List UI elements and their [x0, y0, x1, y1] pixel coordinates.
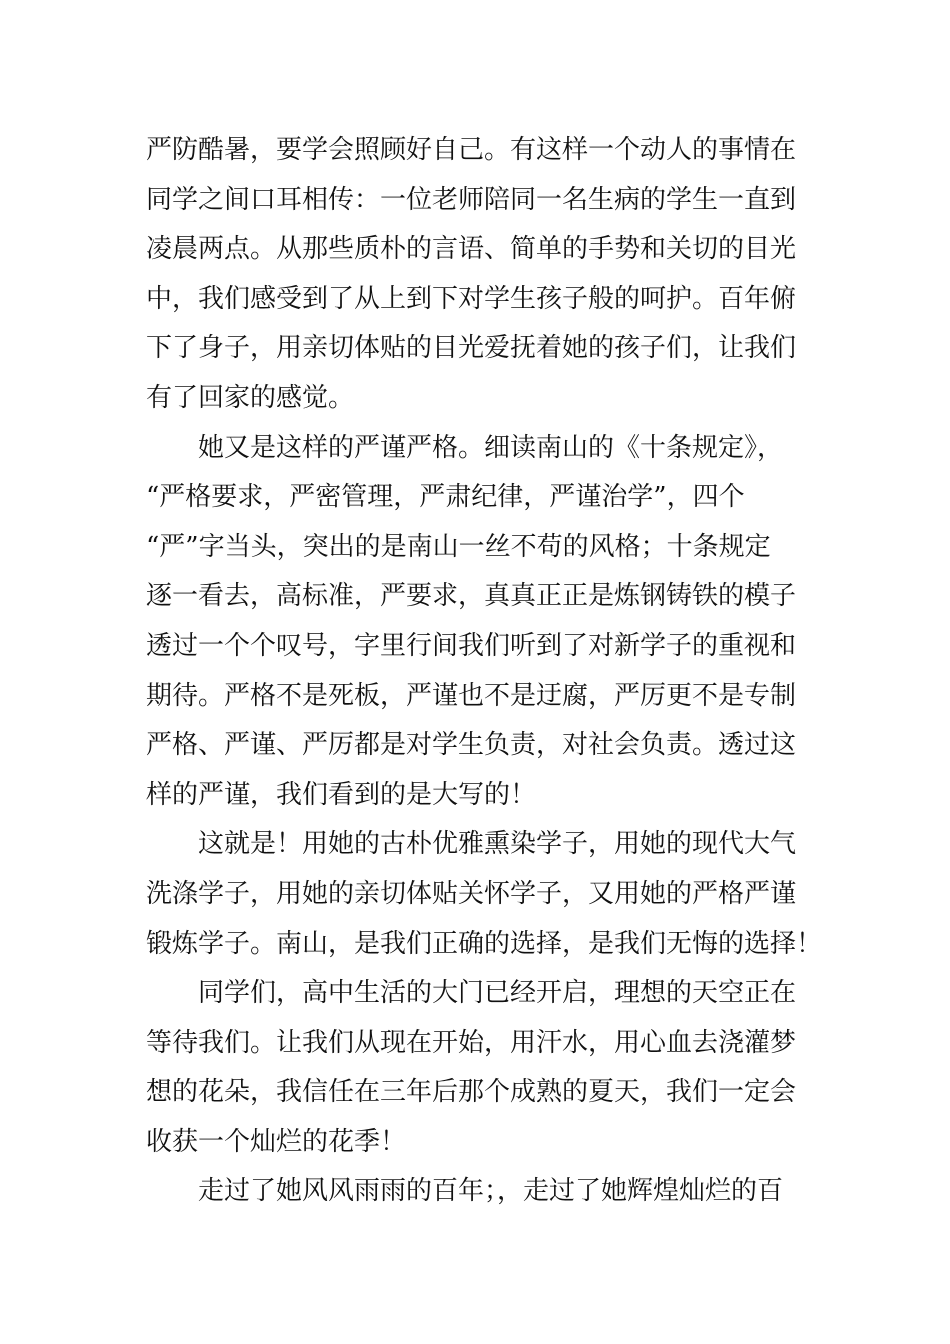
text-line: 样的严谨，我们看到的是大写的！ — [146, 779, 537, 810]
text-line: 凌晨两点。从那些质朴的言语、简单的手势和关切的目光 — [146, 234, 797, 265]
text-line: 下了身子，用亲切体贴的目光爱抚着她的孩子们，让我们 — [146, 333, 797, 364]
paragraph-first-line: 她又是这样的严谨严格。细读南山的《十条规定》， — [198, 432, 784, 463]
text-line: 中，我们感受到了从上到下对学生孩子般的呵护。百年俯 — [146, 283, 797, 314]
text-line: “严”字当头，突出的是南山一丝不苟的风格；十条规定 — [146, 531, 771, 562]
text-line: 有了回家的感觉。 — [146, 382, 355, 413]
document-body — [146, 126, 823, 1217]
paragraph-first-line: 同学们，高中生活的大门已经开启，理想的天空正在 — [198, 978, 797, 1009]
paragraph-first-line: 走过了她风风雨雨的百年；，走过了她辉煌灿烂的百 — [198, 1176, 784, 1207]
text-line: “严格要求，严密管理，严肃纪律，严谨治学”，四个 — [146, 482, 745, 513]
text-line: 等待我们。让我们从现在开始，用汗水，用心血去浇灌梦 — [146, 1027, 797, 1058]
text-line: 严格、严谨、严厉都是对学生负责，对社会负责。透过这 — [146, 730, 797, 761]
text-line: 严防酷暑，要学会照顾好自己。有这样一个动人的事情在 — [146, 135, 797, 165]
text-line: 想的花朵，我信任在三年后那个成熟的夏天，我们一定会 — [146, 1077, 797, 1108]
text-line: 同学之间口耳相传：一位老师陪同一名生病的学生一直到 — [146, 184, 797, 215]
text-line: 逐一看去，高标准，严要求，真真正正是炼钢铸铁的模子 — [146, 581, 797, 612]
text-line: 收获一个灿烂的花季！ — [146, 1126, 407, 1157]
text-line: 洗涤学子，用她的亲切体贴关怀学子，又用她的严格严谨 — [146, 878, 797, 909]
text-line: 锻炼学子。南山，是我们正确的选择，是我们无悔的选择！ — [146, 928, 823, 959]
text-line: 期待。严格不是死板，严谨也不是迂腐，严厉更不是专制 — [146, 680, 797, 711]
paragraph-first-line: 这就是！用她的古朴优雅熏染学子，用她的现代大气 — [198, 829, 797, 860]
text-line: 透过一个个叹号，字里行间我们听到了对新学子的重视和 — [146, 630, 797, 661]
